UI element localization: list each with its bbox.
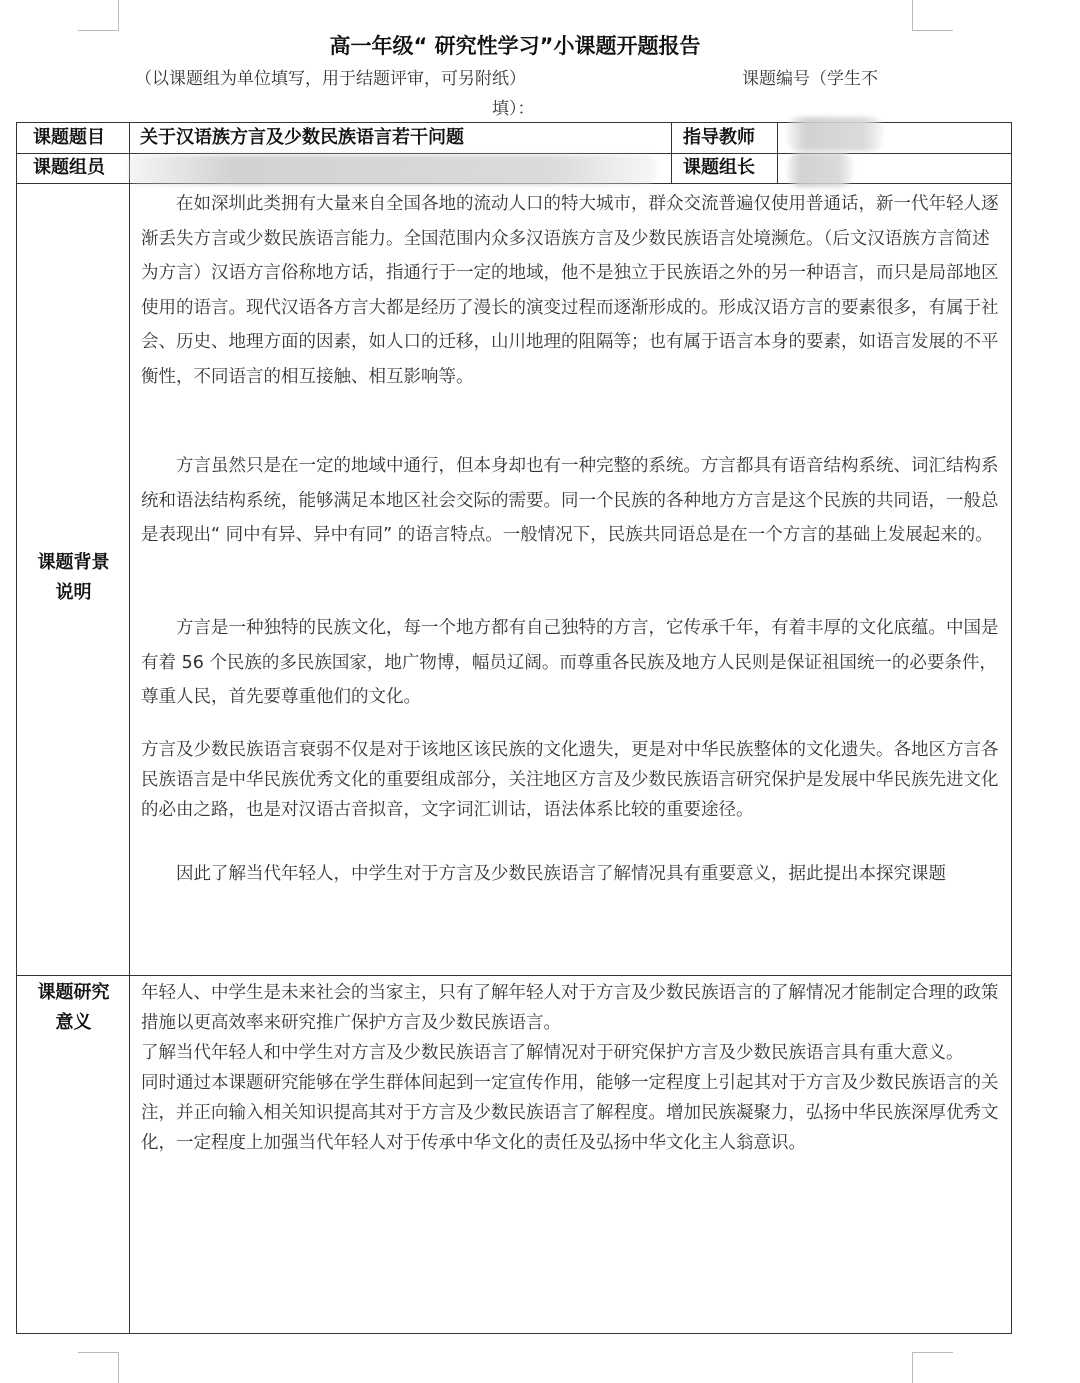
background-text-4: 方言及少数民族语言衰弱不仅是对于该地区该民族的文化遗失，更是对中华民族整体的文化遗失。各地区方言各民族语言是中华民族优秀文化的重要组成部分，关注地区方言及少数民族语言研究保护是发展中华民族先进文化的必由之路，也是对汉语古音拟音，文字词汇训诂，语法体系比较的重要途径。 xyxy=(141,740,999,820)
topic-value: 关于汉语族方言及少数民族语言若干问题 xyxy=(140,127,464,148)
significance-text-3: 同时通过本课题研究能够在学生群体间起到一定宣传作用，能够一定程度上引起其对于方言及少数民族语言的关注，并正向输入相关知识提高其对于方言及少数民族语言了解程度。增加民族凝聚力，弘扬中华民族深厚优秀文化，一定程度上加强当代年轻人对于传承中华文化的责任及弘扬中华文化主人翁意识。 xyxy=(141,1073,999,1153)
fill-instruction: （以课题组为单位填写，用于结题评审，可另附纸） xyxy=(135,69,526,89)
teacher-label: 指导教师 xyxy=(683,127,755,148)
page-corner-mark xyxy=(912,0,953,31)
leader-label: 课题组长 xyxy=(683,157,755,178)
background-label xyxy=(17,548,130,608)
background-text-2: 方言虽然只是在一定的地域中通行，但本身却也有一种完整的系统。方言都具有语音结构系统、词汇结构系统和语法结构系统，能够满足本地区社会交际的需要。同一个民族的各种地方方言是这个民族的共同语，一般总是表现出“ 同中有异、异中有同” 的语言特点。一般情况下，民族共同语总是在一个方言的基础上发展起来的。 xyxy=(141,456,999,545)
background-text-1: 在如深圳此类拥有大量来自全国各地的流动人口的特大城市，群众交流普遍仅使用普通话，新一代年轻人逐渐丢失方言或少数民族语言能力。全国范围内众多汉语族方言及少数民族语言处境濒危。（后文汉语族方言简述为方言）汉语方言俗称地方话，指通行于一定的地域，他不是独立于民族语之外的另一种语言，而只是局部地区使用的语言。现代汉语各方言大都是经历了漫长的演变过程而逐渐形成的。形成汉语方言的要素很多，有属于社会、历史、地理方面的因素，如人口的迁移，山川地理的阻隔等；也有属于语言本身的要素，如语言发展的不平衡性，不同语言的相互接触、相互影响等。 xyxy=(141,194,999,387)
report-form-table xyxy=(16,122,1012,1334)
topic-code-label: 课题编号（学生不 xyxy=(742,69,878,89)
background-paragraph-2 xyxy=(141,449,1001,553)
report-title: 高一年级“ 研究性学习”小课题开题报告 xyxy=(329,34,701,58)
background-text-3: 方言是一种独特的民族文化，每一个地方都有自己独特的方言，它传承千年，有着丰厚的文化底蕴。中国是有着 56 个民族的多民族国家，地广物博，幅员辽阔。而尊重各民族及地方人民则是保证祖国统一的必要条件，尊重人民，首先要尊重他们的文化。 xyxy=(141,618,999,707)
background-paragraph-3 xyxy=(141,611,1001,715)
row-divider xyxy=(17,975,1011,976)
significance-label-line2: 意义 xyxy=(55,1012,92,1033)
significance-label xyxy=(17,978,130,1038)
significance-text-2: 了解当代年轻人和中学生对方言及少数民族语言了解情况对于研究保护方言及少数民族语言具有重大意义。 xyxy=(141,1043,964,1063)
row-divider xyxy=(17,153,1011,154)
page-corner-mark xyxy=(78,1352,119,1383)
column-divider xyxy=(777,123,778,183)
column-divider xyxy=(129,123,130,1333)
members-label: 课题组员 xyxy=(33,157,105,178)
members-names-redacted xyxy=(127,155,657,185)
background-paragraph-5 xyxy=(141,857,1001,892)
background-text-5: 因此了解当代年轻人，中学生对于方言及少数民族语言了解情况具有重要意义，据此提出本探究课题 xyxy=(176,864,946,884)
background-label-line1: 课题背景 xyxy=(37,552,110,573)
page-corner-mark xyxy=(912,1352,953,1383)
significance-paragraphs xyxy=(141,978,1001,1158)
column-divider xyxy=(671,123,672,183)
background-label-line2: 说明 xyxy=(55,582,92,603)
significance-text-1: 年轻人、中学生是未来社会的当家主，只有了解年轻人对于方言及少数民族语言的了解情况才能制定合理的政策措施以更高效率来研究推广保护方言及少数民族语言。 xyxy=(141,983,999,1033)
topic-code-label-cont: 填）： xyxy=(492,99,535,119)
background-paragraph-1 xyxy=(141,187,1001,394)
teacher-name-redacted xyxy=(787,117,883,151)
significance-label-line1: 课题研究 xyxy=(37,982,110,1003)
background-paragraph-4 xyxy=(141,735,1001,825)
leader-name-redacted xyxy=(787,153,853,187)
page-corner-mark xyxy=(78,0,119,31)
topic-label: 课题题目 xyxy=(33,127,105,148)
